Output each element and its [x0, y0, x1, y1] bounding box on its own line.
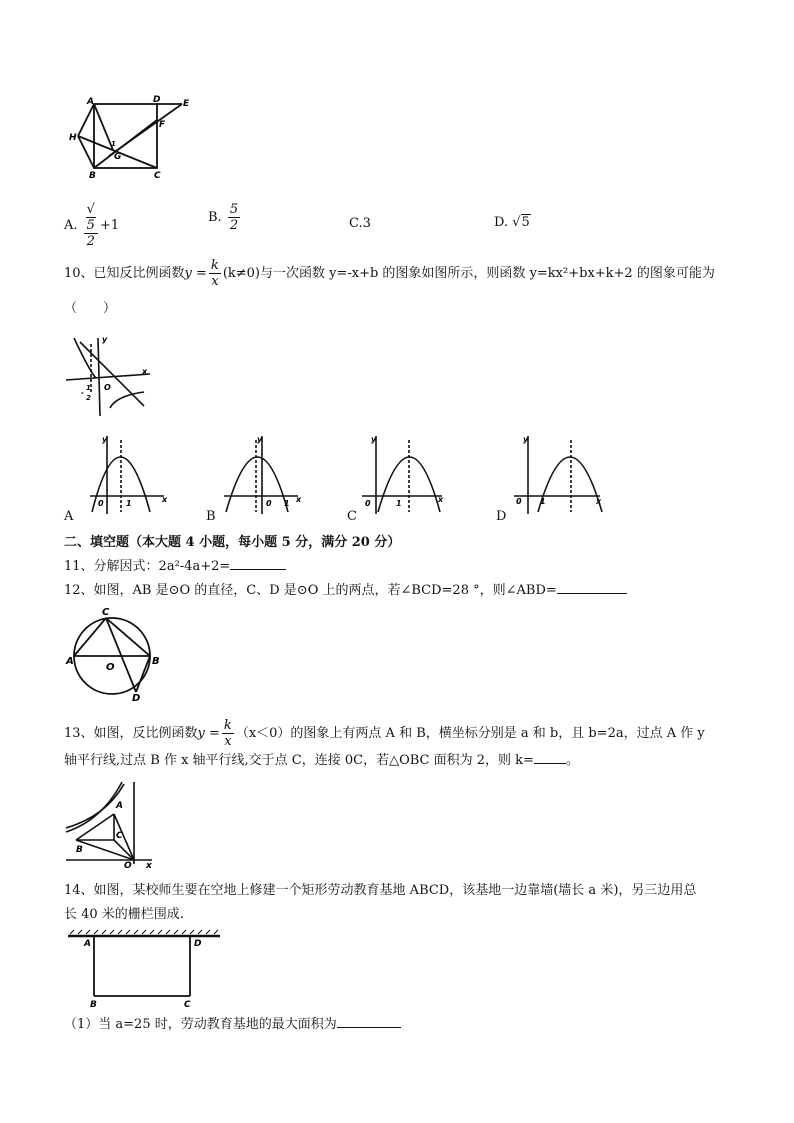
choice-d-tick: 1 [540, 497, 546, 506]
q10-figure [64, 332, 156, 418]
q14-label-a: A [84, 939, 91, 949]
choice-a-o: 0 [98, 499, 104, 508]
q14-label-b: B [90, 1000, 97, 1010]
option-b-numerator: 5 [229, 202, 239, 217]
q14-sub1 [64, 1016, 401, 1034]
option-b-denominator: 2 [229, 218, 239, 233]
choice-b-y: y [257, 435, 263, 444]
q11 [64, 558, 286, 576]
q9-label-d: D [153, 95, 161, 105]
q14-line1: 14、如图，某校师生要在空地上修建一个矩形劳动教育基地 ABCD，该基地一边靠墙(墙长 a 米)，另三边用总 [64, 883, 697, 898]
q13-label-a: A [116, 801, 123, 811]
square-abcd [94, 104, 157, 168]
option-a-numerator: 5 [86, 218, 95, 233]
q13-label-o: O [124, 861, 132, 870]
q12-label-o: O [106, 662, 115, 673]
q12-figure [64, 604, 168, 702]
option-letter: A. [64, 218, 78, 233]
q9-label-1: 1 [111, 140, 116, 148]
q12-label-a: A [66, 656, 74, 667]
q10-suffix: (k≠0)与一次函数 y=-x+b 的图象如图所示，则函数 y=kx²+bx+k+2 的图象可能为 [222, 266, 715, 281]
q13-line1 [64, 718, 705, 749]
q12-label-c: C [102, 607, 110, 618]
q9-label-b: B [89, 171, 96, 180]
q11-answer-blank[interactable] [230, 569, 286, 570]
option-d-radicand: 5 [521, 215, 530, 230]
q10-frac-num: k [210, 258, 219, 273]
q14-sub1-text: （1）当 a=25 时，劳动教育基地的最大面积为 [64, 1017, 337, 1032]
q14-figure [66, 926, 222, 1010]
q13-line2-end: 。 [565, 753, 579, 768]
choice-d-x: x [596, 497, 602, 506]
q10-fig-half: 1 [86, 384, 91, 392]
q9-label-h: H [69, 133, 77, 143]
choice-c-tick: 1 [396, 499, 402, 508]
option-letter: B. [208, 210, 222, 225]
q13-frac-num: k [223, 718, 232, 733]
q13-line2 [64, 752, 579, 770]
q9-label-c: C [154, 171, 161, 180]
q13-figure [62, 780, 158, 870]
q9-option-d: D. √5 [494, 215, 530, 230]
section-heading: 二、填空题（本大题 4 小题，每小题 5 分，满分 20 分） [64, 535, 401, 550]
q10-fig-o: O [104, 383, 111, 392]
q10-fig-x: x [142, 367, 148, 376]
choice-a-y: y [102, 435, 108, 444]
q9-option-c: C.3 [349, 216, 371, 231]
choice-c-y: y [371, 435, 377, 444]
q10-choice-c-letter: C [347, 509, 357, 524]
q13-answer-blank[interactable] [534, 763, 566, 764]
q10-choice-d-letter: D [496, 509, 507, 524]
q14-sub1-answer-blank[interactable] [337, 1027, 401, 1028]
q14-label-d: D [194, 939, 202, 949]
q10-choice-a-letter: A [64, 509, 74, 524]
q9-option-b [208, 202, 242, 233]
q10-y-eq: y = [184, 266, 207, 281]
choice-c-o: 0 [365, 499, 371, 508]
option-a-tail: +1 [99, 218, 120, 233]
q10-choice-b-letter: B [206, 509, 216, 524]
choice-d-y: y [523, 435, 529, 444]
choice-c-x: x [438, 495, 444, 504]
q10-choice-b-graph [222, 432, 306, 516]
q13-frac-den: x [224, 734, 232, 749]
q11-text: 11、分解因式：2a²-4a+2= [64, 559, 231, 574]
q14-line2: 长 40 米的栅栏围成. [64, 907, 184, 922]
choice-b-tick: 1 [284, 499, 290, 508]
q10-fig-y: y [102, 335, 108, 344]
q13-suffix: （x＜0）的图象上有两点 A 和 B，横坐标分别是 a 和 b，且 b=2a，过点 A 作 y [235, 726, 705, 741]
choice-b-x: x [296, 495, 302, 504]
q9-label-f: F [159, 120, 166, 130]
q13-y-eq: y = [197, 726, 220, 741]
choice-b-o: 0 [266, 499, 272, 508]
q9-figure [66, 94, 196, 180]
q9-label-g: G [114, 152, 122, 162]
q10-frac-den: x [211, 274, 219, 289]
q10-stem [64, 258, 715, 289]
q9-option-a: A. √ 5 2 +1 [64, 202, 120, 249]
q12 [64, 582, 627, 600]
choice-d-o: 0 [516, 497, 522, 506]
q13-label-b: B [76, 845, 83, 855]
q13-label-c: C [116, 831, 123, 841]
q9-label-e: E [183, 99, 190, 109]
q10-choice-a-graph [88, 432, 172, 516]
q12-label-b: B [152, 656, 160, 667]
choice-a-x: x [162, 495, 168, 504]
q9-label-a: A [87, 97, 94, 107]
q13-line2-text: 轴平行线,过点 B 作 x 轴平行线,交于点 C，连接 0C，若△OBC 面积为 2，则 k= [64, 753, 534, 768]
q10-choice-c-graph [360, 432, 450, 516]
q13-prefix: 13、如图，反比例函数 [64, 726, 198, 741]
q10-prefix: 10、已知反比例函数 [64, 266, 185, 281]
q14-label-c: C [184, 1000, 191, 1010]
option-a-denominator: 2 [86, 234, 95, 249]
q12-text: 12、如图，AB 是⊙O 的直径，C、D 是⊙O 上的两点，若∠BCD=28 °，则∠ABD= [64, 583, 557, 598]
q12-answer-blank[interactable] [557, 593, 627, 594]
q10-paren: （ ） [64, 301, 117, 316]
option-letter: D. [494, 215, 509, 230]
choice-a-tick: 1 [126, 499, 132, 508]
q12-label-d: D [132, 693, 141, 702]
q13-label-x: x [146, 861, 152, 870]
q10-fig-half-den: 2 [86, 394, 91, 402]
q10-choice-d-graph [512, 432, 604, 516]
q10-fig-minus: - [81, 389, 84, 397]
